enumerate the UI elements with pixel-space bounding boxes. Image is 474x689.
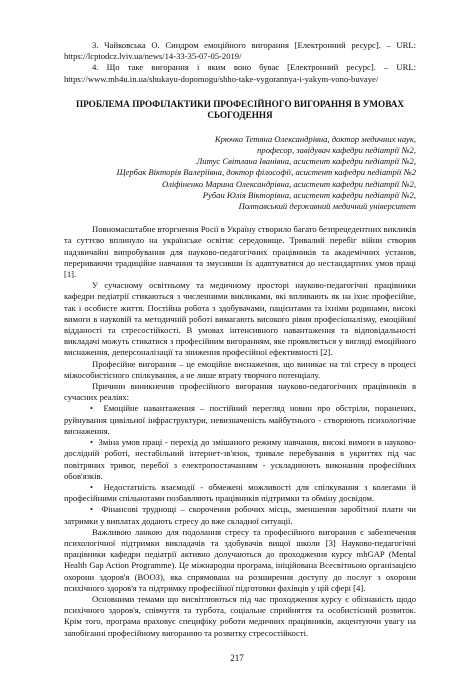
bullet-item	[64, 403, 416, 437]
author-block	[64, 134, 416, 212]
author-line: Литус Світлана Іванівна, асистент кафедри педіатрії №2,	[196, 156, 416, 167]
bullet-text: Емоційне навантаження – постійний перегляд новин про обстріли, поранених, руйнування цивільної інфраструктури, невизначеність майбутнього - створюють психологічне виснаження.	[64, 403, 416, 436]
author-line: Оліфіненко Марина Олександрівна, асистент кафедри педіатрії №2,	[161, 178, 416, 189]
author-line: Крючко Тетяна Олександрівна, доктор медичних наук,	[214, 133, 416, 144]
body-paragraph: Повномасштабне вторгнення Росії в Україну створило багато безпрецедентних викликів та суттєво вплинуло на українське освітнє середовище. Тривалий перебіг війни створив надзвичайні випробування для науково-педагогічних працівників та академічних установ, перериваючи традиційне навчання та змусивши їх адаптуватися до нестандартних умов праці [1].	[64, 224, 416, 280]
author-line: Щербак Вікторія Валеріївна, доктор філософії, асистент кафедри педіатрії №2	[116, 167, 416, 178]
body-paragraph: У сучасному освітньому та медичному просторі науково-педагогічні працівники кафедри педіатрії стикаються з численними викликами, які впливають як на їхнє професійне, так і особисте життя. Постійна робота з здобувачами, пацієнтами та їхніми родинами, високі вимоги в науковій та методичній роботі вимагають високого рівня професіоналізму, емоційної відданості та стресостійкості. В умовах інтенсивного навантаження та відповідальності викладачі можуть стикатися з професійним вигоранням, яке проявляється у вигляді емоційного виснаження, деперсоналізації та зниження професійної ефективності [2].	[64, 280, 416, 358]
bullet-icon: •	[90, 403, 104, 414]
article-body	[64, 224, 416, 639]
bullet-text: Фінансові труднощі – скорочення робочих місць, зменшення заробітної плати чи затримки у виплатах додають стресу до вже складної ситуації.	[64, 504, 416, 526]
bullet-item	[64, 504, 416, 526]
bullet-item	[64, 482, 416, 504]
bullet-icon: •	[90, 437, 99, 448]
body-paragraph: Причини виникнення професійного вигорання науково-педагогічних працівників в сучасних реаліях:	[64, 381, 416, 403]
reference-item: 3. Чайковська О. Синдром емоційного вигорання [Електронний ресурс]. – URL: https://lcptodcz.lviv.ua/news/14-33-35-07-05-2019/	[64, 40, 416, 62]
bullet-item	[64, 437, 416, 482]
affiliation-line: Полтавський державний медичний університет	[238, 201, 416, 212]
reference-list	[64, 40, 416, 85]
body-paragraph: Основними темами що висвітлюються під час проходження курсу є обізнаність щодо психічного здоров'я, співчуття та турбота, соціальне сприйняття та особистісний розвиток. Крім того, програма враховує специфіку роботи медичних працівників, акцентуючи увагу на запобіганні професійному вигоранню та розвитку стресостійкості.	[64, 593, 416, 638]
bullet-text: Недостатність взаємодії - обмежені можливості для спілкування з колегами й професійними спільнотами позбавляють працівників підтримки та обміну досвідом.	[64, 481, 416, 504]
reference-item: 4. Що таке вигорання і яким воно буває [Електронний ресурс]. – URL: https://www.mh4u.in.ua/shukayu-dopomogu/shho-take-vygorannya-i-yakym-vono-buvaye/	[64, 62, 416, 84]
body-paragraph: Професійне вигорання – це емоційне виснаження, що виникає на тлі стресу в процесі міжособистісного спілкування, а не лише втрату творчого потенціалу.	[64, 358, 416, 380]
bullet-icon: •	[90, 504, 102, 515]
bullet-text: Зміна умов праці - перехід до змішаного режиму навчання, високі вимоги в науково-дослідній роботі, нестабільний інтернет-зв'язок, тривале перебування в укриттях під час повітряних тривог, перебої з електропостачанням - ускладнюють виконання професійних обов'язків.	[64, 437, 416, 481]
bullet-icon: •	[90, 481, 104, 492]
author-line: професор, завідувач кафедри педіатрії №2,	[257, 145, 416, 156]
body-paragraph: Важливою ланкою для подолання стресу та професійного вигорання є забезпечення психологічної підтримки викладачів та здобувачів вищої школи [3] Науково-педагогічні працівники кафедри педіатрії активно долучаються до проходження курсу mhGAP (Mental Health Gap Action Programme). Це міжнародна програма, ініційована Всесвітньою організацією охорони здоров'я (ВООЗ), яка спрямована на розширення доступу до послуг з охорони психічного здоров'я та підтримку професійної підготовки фахівців у цій сфері [4].	[64, 526, 416, 593]
page-number: 217	[230, 653, 244, 663]
author-line: Рубан Юлія Вікторівна, асистент кафедри педіатрії №2,	[202, 189, 416, 200]
article-title: ПРОБЛЕМА ПРОФІЛАКТИКИ ПРОФЕСІЙНОГО ВИГОРАННЯ В УМОВАХ СЬОГОДЕННЯ	[75, 98, 405, 121]
